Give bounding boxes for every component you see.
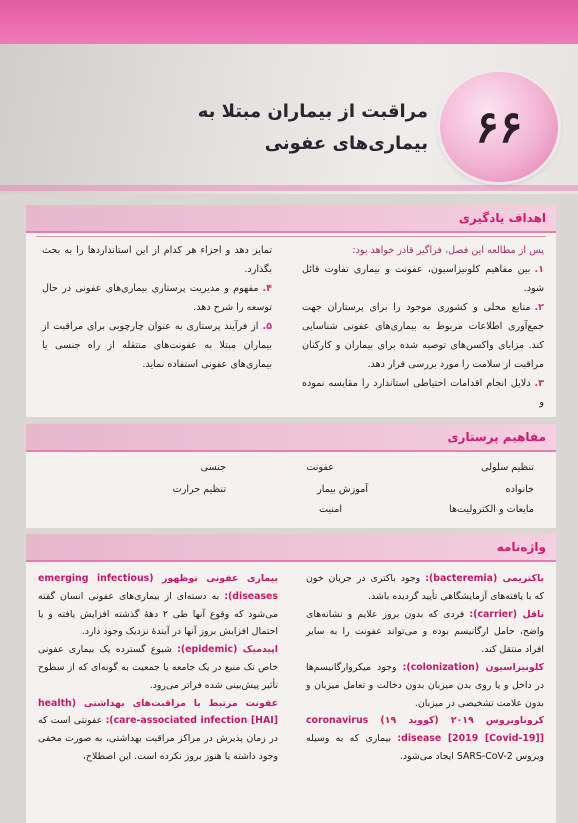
chapter-number-badge: [440, 72, 558, 182]
concepts-list: [26, 424, 556, 528]
objectives-rule: [36, 236, 546, 237]
glossary-right-column: [306, 570, 544, 766]
objectives-intro: پس از مطالعه این فصل، فراگیر قادر خواهد بود:: [352, 245, 544, 256]
objective-item: ۲.منابع محلی و کشوری موجود را برای پرستاران جهت جمع‌آوری اطلاعات مربوط به بیماری‌های عفونی شناسایی کند. مزایای واکسن‌های توصیه شده برای بیماران و کارکنان مراقبت از سلامت را مورد بررسی قرار دهد.: [302, 302, 544, 370]
chapter-number: ۶۶: [475, 101, 523, 153]
concept-item: تنظیم سلولی: [481, 462, 534, 473]
chapter-title-line-2: بیماری‌های عفونی: [264, 133, 428, 154]
objectives-heading: اهداف یادگیری: [458, 211, 546, 225]
concepts-heading: مفاهیم پرستاری: [447, 430, 546, 444]
glossary-entry: کلونیزاسیون (colonization): وجود میکروارگانیسم‌ها در داخل و یا روی بدن میزبان بدون دخالت و تعامل میزبان و بدون علامت تشخیصی در میزبان.: [306, 661, 545, 709]
objectives-left-column: [42, 241, 272, 374]
objective-item: ۵.از فرآیند پرستاری به عنوان چارچوبی برای مراقبت از بیماران مبتلا به عفونت‌های منتقله از راه جنسی یا بیماری‌های عفونی استفاده نماید.: [42, 321, 272, 370]
glossary-left-column: [38, 570, 278, 766]
objective-continuation: تمایز دهد و اجزاء هر کدام از این استانداردها را به بحث بگذارد.: [42, 245, 272, 275]
concept-item: خانواده: [505, 484, 534, 495]
concepts-section: [26, 424, 556, 528]
glossary-heading: واژه‌نامه: [496, 540, 546, 554]
concept-item: امنیت: [318, 504, 342, 515]
objectives-header: [26, 205, 556, 233]
concept-item: جنسی: [200, 462, 226, 473]
glossary-header: [26, 534, 556, 562]
concept-item: مایعات و الکترولیت‌ها: [449, 504, 534, 515]
glossary-entry: باکتریمی (bacteremia): وجود باکتری در جریان خون که با یافته‌های آزمایشگاهی تأیید گردیده باشد.: [306, 573, 545, 602]
concept-item: عفونت: [306, 462, 334, 473]
chapter-title: [98, 96, 428, 160]
objectives-right-column: [302, 241, 544, 412]
glossary-entry: عفونت مرتبط با مراقبت‌های بهداشتی (health care-associated infection [HAI]): عفونتی است که در زمان پذیرش در مراکز مراقبت بهداشتی، به صورت مخفی وجود داشته یا هنوز بروز نکرده است. این اصطلاح،: [38, 697, 279, 762]
concept-item: آموزش بیمار: [317, 484, 368, 495]
header-divider: [0, 185, 578, 191]
glossary-entry: ناقل (carrier): فردی که بدون بروز علایم و نشانه‌های واضح، حامل ارگانیسم بوده و می‌تواند عفونت را به سایر افراد منتقل کند.: [306, 608, 545, 656]
objective-item: ۴.مفهوم و مدیریت پرستاری بیماری‌های عفونی در حال توسعه را شرح دهد.: [42, 283, 272, 313]
concept-item: تنظیم حرارت: [172, 484, 226, 495]
objective-item: ۳.دلایل انجام اقدامات احتیاطی استاندارد را مقایسه نموده و: [302, 378, 544, 408]
objective-item: ۱.بین مفاهیم کلونیزاسیون، عفونت و بیماری تفاوت قائل شود.: [302, 264, 544, 294]
glossary-entry: کروناویروس ۲۰۱۹ (کووید ۱۹) coronavirus disease [2019 [Covid-19]]: بیماری که به وسیله ویروس SARS-CoV-2 ایجاد می‌شود.: [306, 715, 544, 762]
glossary-entry: بیماری عفونی نوظهور (emerging infectious diseases): به دسته‌ای از بیماری‌های عفونی انسان گفته می‌شود که وقوع آنها طی ۲ دههٔ گذشته افزایش یافته و یا احتمال افزایش بروز آنها در آیندهٔ نزدیک وجود دارد.: [38, 573, 278, 638]
glossary-entry: اپیدمیک (epidemic): شیوع گسترده یک بیماری عفونی خاص تک منبع در یک جامعه یا جمعیت به گونه‌ای که از سطوح تأثیر پیش‌بینی شده فراتر می‌رود.: [38, 644, 279, 691]
chapter-title-line-1: مراقبت از بیماران مبتلا به: [197, 101, 428, 122]
objectives-section: [26, 205, 556, 417]
glossary-section: [26, 534, 556, 823]
top-color-band: [0, 0, 578, 44]
